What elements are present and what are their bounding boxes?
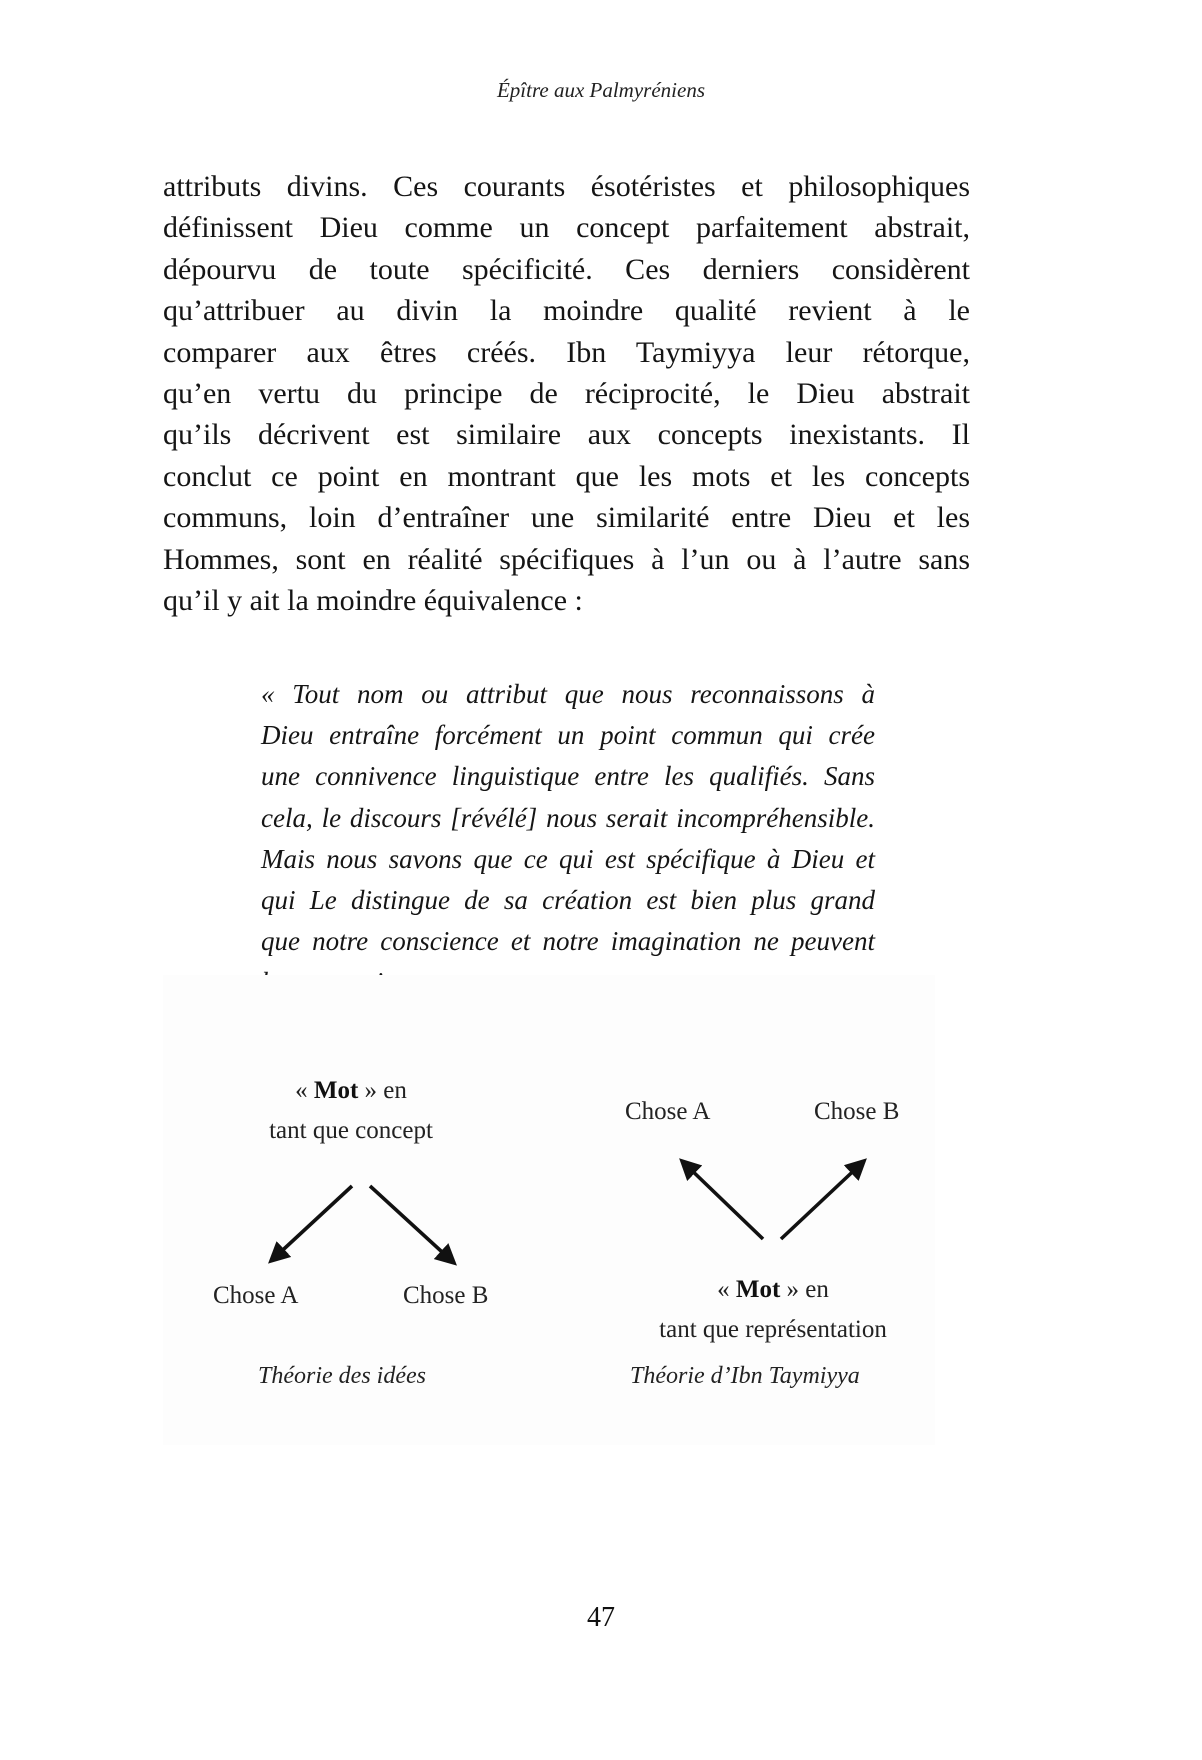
word-bold: Mot — [735, 1276, 781, 1303]
paragraph-line: définissent Dieu comme un concept parfaitement abstrait, — [163, 211, 970, 245]
arrow-representation-to-b — [781, 1162, 863, 1239]
right-thing-b: Chose B — [814, 1098, 900, 1125]
paragraph-line: communs, loin d’entraîner une similarité entre Dieu et les — [163, 501, 970, 535]
quote-line: que notre conscience et notre imagination ne peuvent — [261, 926, 875, 957]
left-thing-b: Chose B — [403, 1282, 489, 1309]
representation-word-label — [603, 1270, 943, 1350]
arrow-concept-to-b — [370, 1186, 453, 1262]
quote-line: qui Le distingue de sa création est bien plus grand — [261, 885, 875, 916]
running-head: Épître aux Palmyréniens — [496, 78, 705, 102]
word-suffix: » en — [358, 1077, 407, 1104]
theory-diagram — [163, 975, 935, 1445]
word-bold: Mot — [313, 1077, 359, 1104]
body-paragraph — [163, 166, 970, 621]
paragraph-line: qu’il y ait la moindre équivalence : — [163, 584, 583, 618]
word-line2: tant que représentation — [659, 1316, 887, 1343]
quote-line: « Tout nom ou attribut que nous reconnaissons à — [261, 679, 875, 709]
word-suffix: » en — [780, 1276, 829, 1303]
left-caption: Théorie des idées — [258, 1363, 426, 1389]
paragraph-line: attributs divins. Ces courants ésotéristes et philosophiques — [163, 170, 970, 203]
quote-line: cela, le discours [révélé] nous serait incompréhensible. — [261, 802, 875, 833]
arrow-concept-to-a — [272, 1186, 352, 1260]
paragraph-line: dépourvu de toute spécificité. Ces derniers considèrent — [163, 252, 970, 286]
word-line2: tant que concept — [269, 1117, 433, 1144]
block-quote — [261, 674, 875, 976]
left-thing-a: Chose A — [213, 1282, 299, 1309]
page-number: 47 — [587, 1602, 615, 1633]
paragraph-line: comparer aux êtres créés. Ibn Taymiyya leur rétorque, — [163, 335, 970, 369]
quote-line: une connivence linguistique entre les qualifiés. Sans — [261, 761, 875, 792]
quote-line: Mais nous savons que ce qui est spécifique à Dieu et — [261, 843, 875, 874]
word-prefix: « — [295, 1077, 314, 1104]
concept-word-label — [233, 1071, 469, 1151]
quote-line: Dieu entraîne forcément un point commun qui crée — [261, 720, 875, 751]
paragraph-line: qu’ils décrivent est similaire aux concepts inexistants. Il — [163, 418, 970, 452]
paragraph-line: Hommes, sont en réalité spécifiques à l’un ou à l’autre sans — [163, 542, 970, 576]
right-caption: Théorie d’Ibn Taymiyya — [630, 1363, 860, 1389]
paragraph-line: conclut ce point en montrant que les mots et les concepts — [163, 459, 970, 493]
paragraph-line: qu’en vertu du principe de réciprocité, le Dieu abstrait — [163, 377, 970, 411]
arrow-representation-to-a — [683, 1162, 763, 1239]
right-thing-a: Chose A — [625, 1098, 711, 1125]
word-prefix: « — [717, 1276, 736, 1303]
paragraph-line: qu’attribuer au divin la moindre qualité revient à le — [163, 294, 970, 328]
